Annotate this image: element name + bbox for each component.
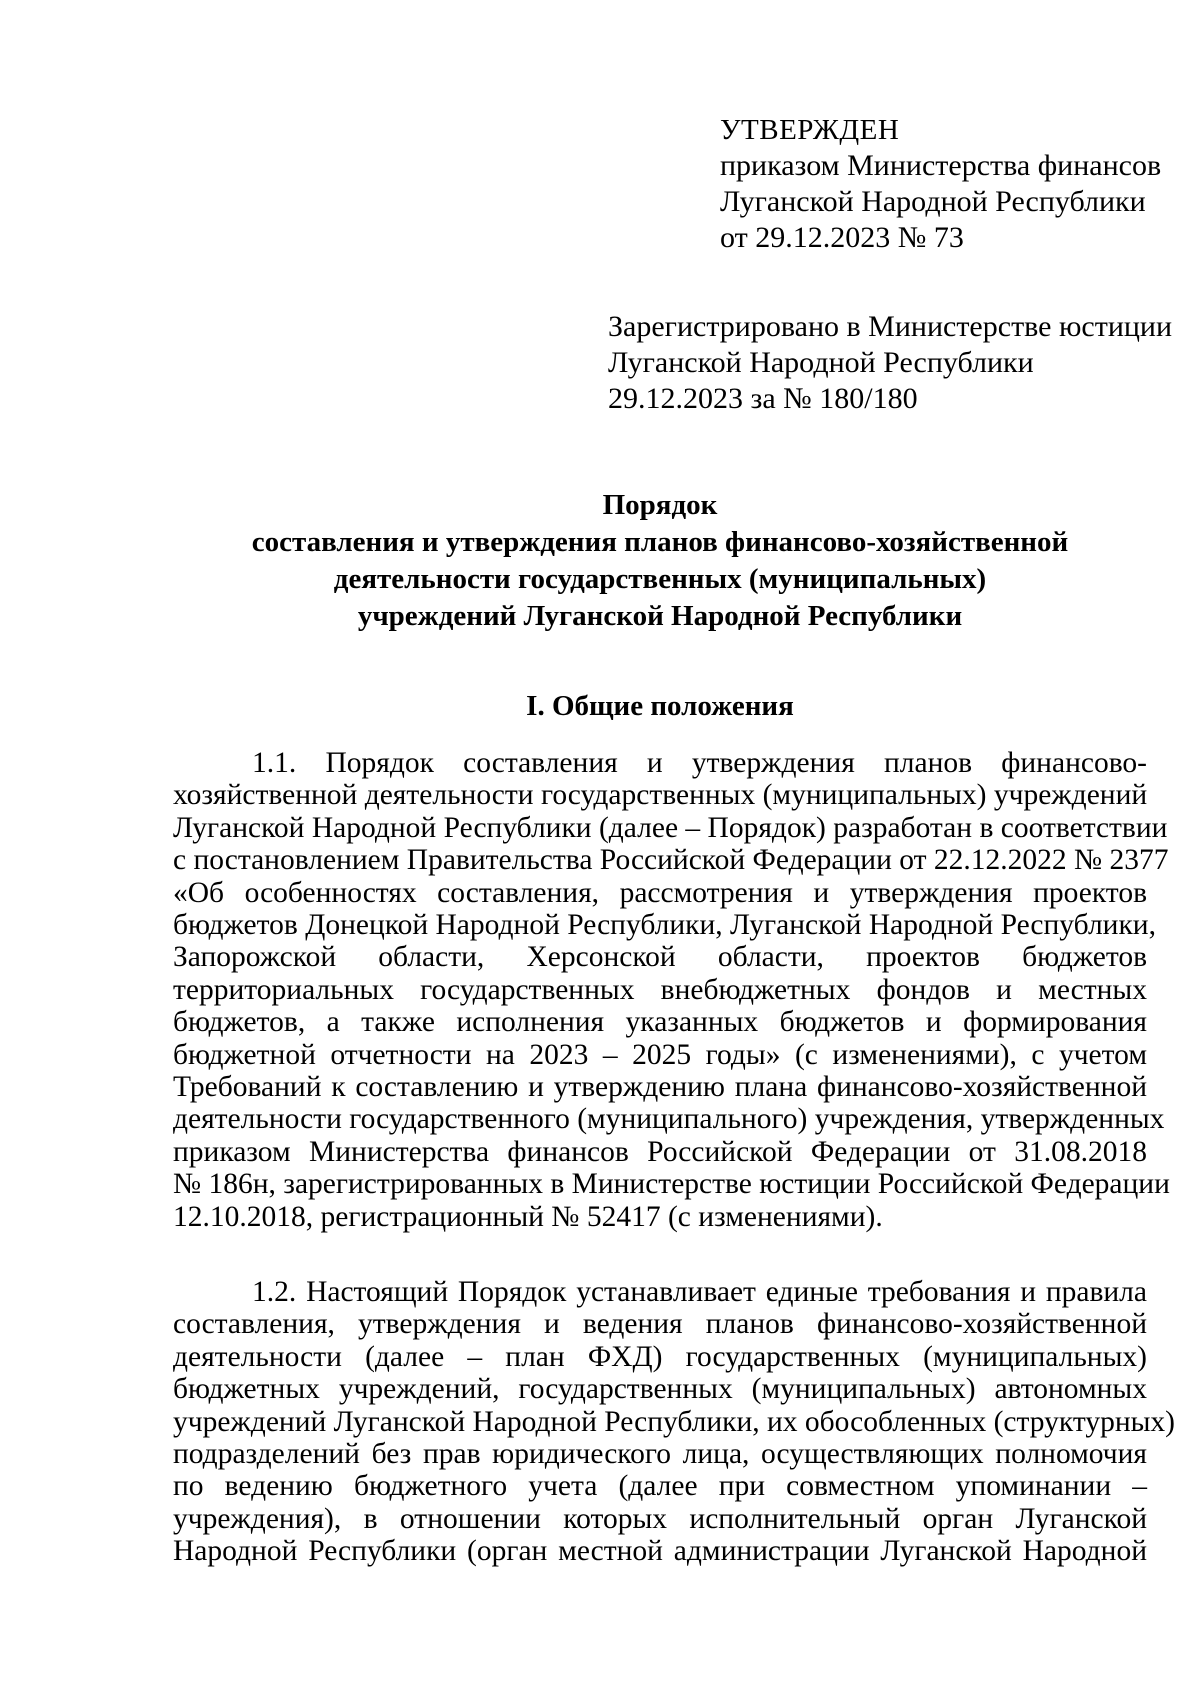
paragraph-line: бюджетных учреждений, государственных (муниципальных) автономных [173, 1373, 1147, 1406]
paragraph-line: учреждений Луганской Народной Республики, их обособленных (структурных) [173, 1405, 1176, 1438]
registration-line: Луганской Народной Республики [608, 346, 1034, 379]
section-heading: I. Общие положения [526, 690, 794, 722]
title-line: Порядок [602, 489, 718, 521]
paragraph-line: 12.10.2018, регистрационный № 52417 (с изменениями). [173, 1200, 883, 1233]
title-line: деятельности государственных (муниципальных) [333, 563, 987, 595]
paragraph-line: Луганской Народной Республики (далее – Порядок) разработан в соответствии [173, 811, 1168, 844]
paragraph-1-1 [173, 747, 1170, 1233]
paragraph-line: бюджетной отчетности на 2023 – 2025 годы» (с изменениями), с учетом [173, 1038, 1147, 1071]
paragraph-line: учреждения), в отношении которых исполнительный орган Луганской [173, 1502, 1147, 1535]
title-line: составления и утверждения планов финансово-хозяйственной [251, 526, 1069, 558]
paragraph-line: приказом Министерства финансов Российской Федерации от 31.08.2018 [173, 1135, 1147, 1168]
paragraph-1-2 [173, 1276, 1176, 1568]
paragraph-line: «Об особенностях составления, рассмотрения и утверждения проектов [173, 876, 1147, 909]
paragraph-line: хозяйственной деятельности государственных (муниципальных) учреждений [173, 779, 1148, 812]
paragraph-line: 1.1. Порядок составления и утверждения планов финансово- [252, 747, 1147, 779]
registration-block [608, 309, 1173, 417]
paragraph-line: 1.2. Настоящий Порядок устанавливает единые требования и правила [252, 1276, 1147, 1308]
paragraph-line: бюджетов Донецкой Народной Республики, Луганской Народной Республики, [173, 909, 1156, 942]
paragraph-line: Требований к составлению и утверждению плана финансово-хозяйственной [173, 1071, 1147, 1104]
paragraph-line: бюджетов, а также исполнения указанных бюджетов и формирования [173, 1006, 1147, 1039]
paragraph-line: деятельности государственного (муниципального) учреждения, утвержденных [173, 1103, 1165, 1136]
approval-line: Луганской Народной Республики [720, 185, 1146, 218]
approval-stamp-block [720, 112, 1160, 256]
document-title [170, 487, 1150, 635]
paragraph-line: составления, утверждения и ведения планов финансово-хозяйственной [173, 1308, 1147, 1341]
paragraph-line: с постановлением Правительства Российской Федерации от 22.12.2022 № 2377 [173, 844, 1169, 877]
registration-line: 29.12.2023 за № 180/180 [608, 382, 918, 415]
paragraph-line: по ведению бюджетного учета (далее при совместном упоминании – [173, 1470, 1147, 1503]
paragraph-line: Запорожской области, Херсонской области, проектов бюджетов [173, 941, 1147, 974]
paragraph-line: деятельности (далее – план ФХД) государственных (муниципальных) [173, 1340, 1147, 1373]
paragraph-line: территориальных государственных внебюджетных фондов и местных [173, 973, 1147, 1006]
approval-line: приказом Министерства финансов [720, 149, 1162, 182]
approval-heading: УТВЕРЖДЕН [720, 114, 900, 146]
title-line: учреждений Луганской Народной Республики [357, 600, 963, 632]
paragraph-line: Народной Республики (орган местной администрации Луганской Народной [173, 1535, 1147, 1568]
registration-line: Зарегистрировано в Министерстве юстиции [608, 310, 1173, 343]
approval-line: от 29.12.2023 № 73 [720, 221, 964, 254]
paragraph-line: № 186н, зарегистрированных в Министерстве юстиции Российской Федерации [173, 1168, 1170, 1201]
paragraph-line: подразделений без прав юридического лица, осуществляющих полномочия [173, 1438, 1147, 1471]
